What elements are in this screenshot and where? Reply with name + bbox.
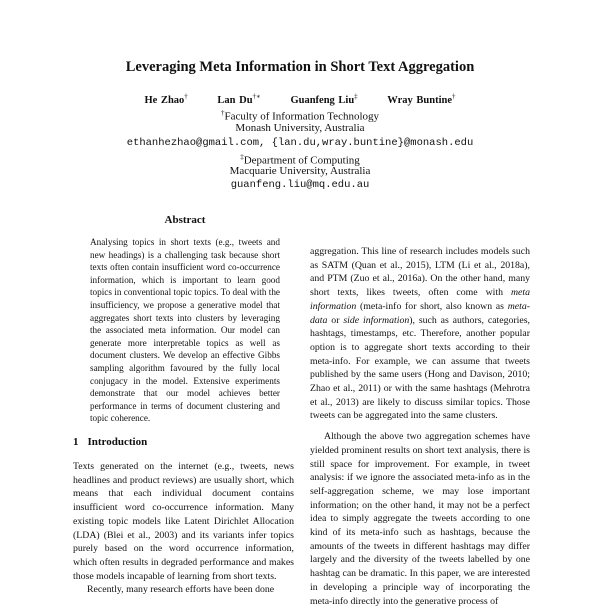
author-name: Lan Du: [217, 94, 253, 106]
right-column-body: [310, 245, 531, 607]
paper-title: Leveraging Meta Information in Short Text Aggregation: [125, 59, 475, 75]
author-3: [290, 92, 358, 106]
intro-paragraph-1: Texts generated on the internet (e.g., tweets, news headlines and product reviews) are usually short, which means that each individual document contains insufficient word co-occurrence information. Many existing topic models like Latent Dirichlet Allocation (LDA) (Blei et al., 2003) and its variants infer topics purely based on the word occurrence information, which often results in degraded performance and makes those models incapable of learning from short texts.: [73, 461, 294, 582]
author-1: [144, 92, 188, 106]
affiliation-mark: ‡: [240, 153, 244, 161]
right-paragraph-2: Although the above two aggregation schemes have yielded prominent results on short text analysis, there is still space for improvement. For example, in tweet analysis: if we ignore the associated meta-info as in the self-aggregation scheme, we may lose important information; on the other hand, it may not be a perfect idea to simply aggregate the tweets according to one kind of its meta-info such as hashtags, because the amounts of the tweets in different hashtags may differ largely and the diversity of the tweets labelled by one hashtag can be dramatic. In this paper, we are interested in developing a principle way of incorporating the meta-info directly into the generative process of: [310, 431, 530, 607]
section-number: 1: [73, 436, 79, 448]
emphasis: meta-data: [310, 300, 530, 326]
text-run: (meta-info for short, also known as: [356, 300, 508, 312]
author-mark: †: [184, 92, 188, 100]
text-run: or: [327, 314, 344, 326]
abstract-body: [90, 236, 280, 432]
right-paragraph-1: [310, 245, 530, 423]
section-heading-introduction: [73, 436, 147, 448]
section-title: Introduction: [87, 436, 148, 448]
affiliation-1-email: ethanhezhao@gmail.com, {lan.du,wray.buntine}@monash.edu: [126, 137, 474, 149]
author-list: [0, 92, 600, 106]
affiliation-text: Faculty of Information Technology: [224, 110, 380, 123]
affiliation-mark: †: [220, 109, 225, 117]
author-name: Wray Buntine: [387, 94, 452, 106]
author-mark: ‡: [354, 92, 358, 100]
affiliation-text: Department of Computing: [243, 154, 360, 167]
intro-paragraph-2: Recently, many research efforts have been done: [87, 584, 275, 596]
abstract-heading: Abstract: [164, 214, 206, 226]
author-name: He Zhao: [144, 94, 185, 106]
affiliation-2-email: guanfeng.liu@mq.edu.au: [230, 179, 370, 191]
author-4: [387, 92, 456, 106]
affiliation-1-line2: Monash University, Australia: [235, 122, 365, 134]
emphasis: side information: [343, 314, 410, 326]
text-run: ), such as authors, categories, hashtags, timestamps, etc. Therefore, another popular option is to aggregate short texts according to their meta-info. For example, we can assume that tweets published by the same users (Hong and Davison, 2010; Zhao et al., 2011) or with the same hashtags (Mehrotra et al., 2013) are likely to discuss similar topics. Those tweets can be aggregated into the same clusters.: [310, 314, 531, 422]
author-name: Guanfeng Liu: [290, 94, 355, 106]
emphasis: meta information: [310, 287, 530, 312]
affiliation-2-line2: Macquarie University, Australia: [229, 165, 371, 177]
author-2: [217, 92, 261, 106]
author-mark: †: [452, 92, 456, 100]
text-run: aggregation. This line of research includes models such as SATM (Quan et al., 2015), LTM (Li et al., 2018a), and PTM (Zuo et al., 2016a). On the other hand, many short texts, likes tweets, often come with: [310, 246, 530, 299]
author-mark: †∗: [252, 92, 261, 100]
abstract-text: Analysing topics in short texts (e.g., tweets and new headings) is a challenging task because short texts often contain insufficient word co-occurrence information, which is important to learn good topics in conventional topic topics. To deal with the insufficiency, we propose a generative model that aggregates short texts into clusters by leveraging the associated meta information. Our model can generate more interpretable topics as well as document clusters. We develop an effective Gibbs sampling algorithm favoured by the fully local conjugacy in the model. Extensive experiments demonstrate that our model achieves better performance in terms of document clustering and topic coherence.: [90, 237, 280, 424]
left-column-body: [73, 460, 294, 600]
